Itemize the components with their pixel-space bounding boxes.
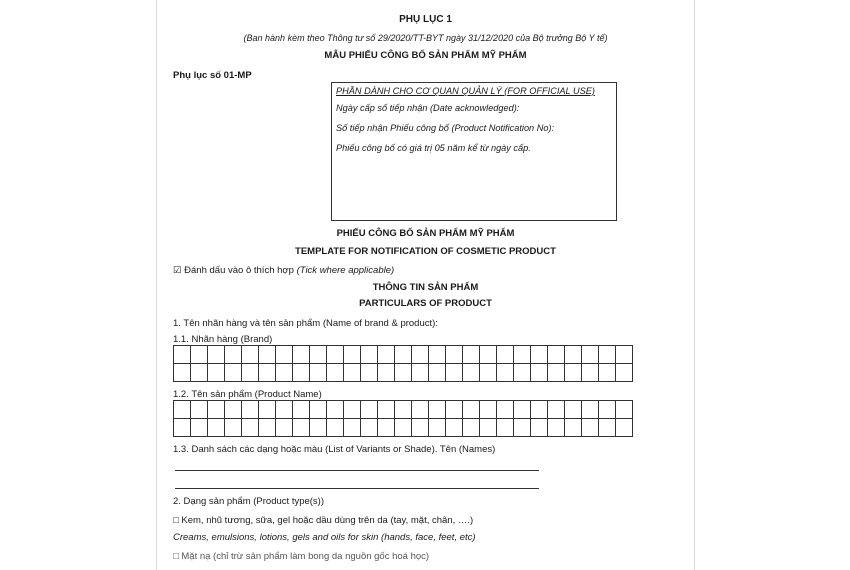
- grid-row: [174, 401, 633, 419]
- grid-cell[interactable]: [174, 346, 191, 364]
- grid-cell[interactable]: [242, 401, 259, 419]
- document-title: PHỤ LỤC 1: [399, 14, 452, 25]
- grid-cell[interactable]: [514, 346, 531, 364]
- grid-row: [174, 346, 633, 364]
- grid-cell[interactable]: [208, 419, 225, 437]
- grid-cell[interactable]: [259, 364, 276, 382]
- grid-cell[interactable]: [327, 364, 344, 382]
- grid-cell[interactable]: [531, 346, 548, 364]
- annex-number: Phụ lục số 01-MP: [173, 70, 252, 81]
- section-1-label: 1. Tên nhãn hàng và tên sản phẩm (Name of brand & product):: [173, 318, 438, 329]
- tick-note: [173, 265, 394, 276]
- product-type-option-creams-en: Creams, emulsions, lotions, gels and oils for skin (hands, face, feet, etc): [173, 532, 476, 543]
- grid-cell[interactable]: [616, 346, 633, 364]
- grid-cell[interactable]: [361, 364, 378, 382]
- grid-cell[interactable]: [463, 419, 480, 437]
- validity-note: Phiếu công bố có giá trị 05 năm kể từ ngày cấp.: [336, 143, 531, 153]
- grid-row: [174, 419, 633, 437]
- grid-cell[interactable]: [344, 364, 361, 382]
- grid-cell[interactable]: [225, 346, 242, 364]
- grid-cell[interactable]: [259, 401, 276, 419]
- grid-cell[interactable]: [259, 346, 276, 364]
- grid-cell[interactable]: [599, 346, 616, 364]
- grid-cell[interactable]: [480, 401, 497, 419]
- grid-cell[interactable]: [327, 401, 344, 419]
- grid-cell[interactable]: [310, 419, 327, 437]
- grid-cell[interactable]: [344, 346, 361, 364]
- grid-cell[interactable]: [395, 419, 412, 437]
- grid-cell[interactable]: [616, 364, 633, 382]
- grid-cell[interactable]: [497, 401, 514, 419]
- grid-cell[interactable]: [191, 419, 208, 437]
- section-2-label: 2. Dạng sản phẩm (Product type(s)): [173, 496, 325, 507]
- product-info-heading-vn: THÔNG TIN SẢN PHẨM: [372, 282, 479, 293]
- grid-cell[interactable]: [599, 419, 616, 437]
- notification-title-en: TEMPLATE FOR NOTIFICATION OF COSMETIC PRODUCT: [295, 246, 556, 257]
- grid-cell[interactable]: [191, 401, 208, 419]
- grid-cell[interactable]: [310, 346, 327, 364]
- grid-cell[interactable]: [395, 346, 412, 364]
- notification-title-vn: PHIẾU CÔNG BỐ SẢN PHẨM MỸ PHẨM: [336, 228, 515, 239]
- date-acknowledged-field: Ngày cấp số tiếp nhận (Date acknowledged):: [336, 103, 520, 113]
- grid-cell[interactable]: [259, 419, 276, 437]
- grid-cell[interactable]: [276, 401, 293, 419]
- grid-cell[interactable]: [208, 346, 225, 364]
- tick-note-vn: ☑ Đánh dấu vào ô thích hợp: [173, 265, 294, 276]
- grid-cell[interactable]: [565, 346, 582, 364]
- brand-label: 1.1. Nhãn hàng (Brand): [173, 334, 273, 345]
- grid-cell[interactable]: [344, 401, 361, 419]
- grid-cell[interactable]: [293, 346, 310, 364]
- grid-cell[interactable]: [293, 401, 310, 419]
- grid-cell[interactable]: [378, 364, 395, 382]
- grid-cell[interactable]: [208, 401, 225, 419]
- grid-cell[interactable]: [412, 419, 429, 437]
- product-info-heading-en: PARTICULARS OF PRODUCT: [359, 298, 492, 309]
- grid-cell[interactable]: [327, 419, 344, 437]
- variants-label: 1.3. Danh sách các dạng hoặc màu (List of Variants or Shade). Tên (Names): [173, 444, 496, 455]
- grid-cell[interactable]: [361, 346, 378, 364]
- notification-number-field: Số tiếp nhận Phiếu công bố (Product Notification No):: [336, 123, 555, 133]
- grid-cell[interactable]: [191, 364, 208, 382]
- grid-cell[interactable]: [242, 364, 259, 382]
- grid-cell[interactable]: [616, 401, 633, 419]
- grid-cell[interactable]: [531, 401, 548, 419]
- grid-cell[interactable]: [191, 346, 208, 364]
- product-type-option-creams[interactable]: □ Kem, nhũ tương, sữa, gel hoặc dầu dùng trên da (tay, mặt, chân, ….): [173, 515, 474, 526]
- page-edge-right: [694, 0, 695, 570]
- grid-cell[interactable]: [582, 364, 599, 382]
- grid-cell[interactable]: [480, 419, 497, 437]
- grid-cell[interactable]: [310, 401, 327, 419]
- grid-cell[interactable]: [446, 419, 463, 437]
- grid-cell[interactable]: [293, 364, 310, 382]
- grid-cell[interactable]: [225, 419, 242, 437]
- grid-cell[interactable]: [429, 419, 446, 437]
- grid-cell[interactable]: [599, 401, 616, 419]
- grid-cell[interactable]: [582, 401, 599, 419]
- grid-cell[interactable]: [174, 364, 191, 382]
- grid-cell[interactable]: [242, 346, 259, 364]
- grid-cell[interactable]: [531, 419, 548, 437]
- grid-cell[interactable]: [361, 419, 378, 437]
- official-use-box: [331, 82, 617, 221]
- official-use-header: PHẦN DÀNH CHO CƠ QUAN QUẢN LÝ (FOR OFFICIAL USE): [336, 86, 595, 96]
- grid-cell[interactable]: [548, 419, 565, 437]
- grid-cell[interactable]: [446, 401, 463, 419]
- grid-cell[interactable]: [378, 419, 395, 437]
- issued-under-note: (Ban hành kèm theo Thông tư số 29/2020/TT-BYT ngày 31/12/2020 của Bộ trưởng Bộ Y tế): [243, 33, 608, 43]
- product-name-input-grid[interactable]: [173, 400, 633, 437]
- grid-cell[interactable]: [395, 364, 412, 382]
- grid-cell[interactable]: [514, 419, 531, 437]
- grid-cell[interactable]: [361, 401, 378, 419]
- grid-cell[interactable]: [599, 364, 616, 382]
- grid-cell[interactable]: [463, 401, 480, 419]
- grid-cell[interactable]: [548, 364, 565, 382]
- grid-cell[interactable]: [242, 419, 259, 437]
- grid-cell[interactable]: [276, 346, 293, 364]
- grid-cell[interactable]: [429, 346, 446, 364]
- grid-cell[interactable]: [412, 364, 429, 382]
- grid-cell[interactable]: [327, 346, 344, 364]
- grid-cell[interactable]: [344, 419, 361, 437]
- grid-cell[interactable]: [548, 346, 565, 364]
- grid-cell[interactable]: [480, 346, 497, 364]
- variants-blank-line[interactable]: [175, 470, 539, 471]
- grid-cell[interactable]: [514, 401, 531, 419]
- variants-blank-line[interactable]: [175, 488, 539, 489]
- grid-cell[interactable]: [225, 401, 242, 419]
- grid-cell[interactable]: [616, 419, 633, 437]
- grid-cell[interactable]: [174, 401, 191, 419]
- grid-cell[interactable]: [548, 401, 565, 419]
- grid-cell[interactable]: [378, 401, 395, 419]
- grid-cell[interactable]: [582, 346, 599, 364]
- grid-cell[interactable]: [225, 364, 242, 382]
- grid-cell[interactable]: [208, 364, 225, 382]
- grid-cell[interactable]: [463, 364, 480, 382]
- grid-row: [174, 364, 633, 382]
- grid-cell[interactable]: [463, 346, 480, 364]
- grid-cell[interactable]: [497, 346, 514, 364]
- grid-cell[interactable]: [293, 419, 310, 437]
- tick-note-en: (Tick where applicable): [296, 265, 395, 276]
- grid-cell[interactable]: [582, 419, 599, 437]
- form-title: MẪU PHIẾU CÔNG BỐ SẢN PHẨM MỸ PHẨM: [324, 50, 527, 61]
- grid-cell[interactable]: [480, 364, 497, 382]
- grid-cell[interactable]: [395, 401, 412, 419]
- grid-cell[interactable]: [446, 346, 463, 364]
- grid-cell[interactable]: [412, 346, 429, 364]
- brand-input-grid[interactable]: [173, 345, 633, 382]
- grid-cell[interactable]: [565, 419, 582, 437]
- grid-cell[interactable]: [412, 401, 429, 419]
- grid-cell[interactable]: [531, 364, 548, 382]
- grid-cell[interactable]: [310, 364, 327, 382]
- grid-cell[interactable]: [429, 364, 446, 382]
- grid-cell[interactable]: [497, 364, 514, 382]
- grid-cell[interactable]: [446, 364, 463, 382]
- grid-cell[interactable]: [429, 401, 446, 419]
- grid-cell[interactable]: [378, 346, 395, 364]
- grid-cell[interactable]: [565, 364, 582, 382]
- grid-cell[interactable]: [514, 364, 531, 382]
- grid-cell[interactable]: [276, 364, 293, 382]
- grid-cell[interactable]: [276, 419, 293, 437]
- grid-cell[interactable]: [174, 419, 191, 437]
- grid-cell[interactable]: [565, 401, 582, 419]
- product-type-option-cutoff[interactable]: □ Mặt nạ (chỉ trừ sản phẩm làm bong da nguồn gốc hoá học): [173, 551, 430, 562]
- product-name-label: 1.2. Tên sản phẩm (Product Name): [173, 389, 322, 400]
- grid-cell[interactable]: [497, 419, 514, 437]
